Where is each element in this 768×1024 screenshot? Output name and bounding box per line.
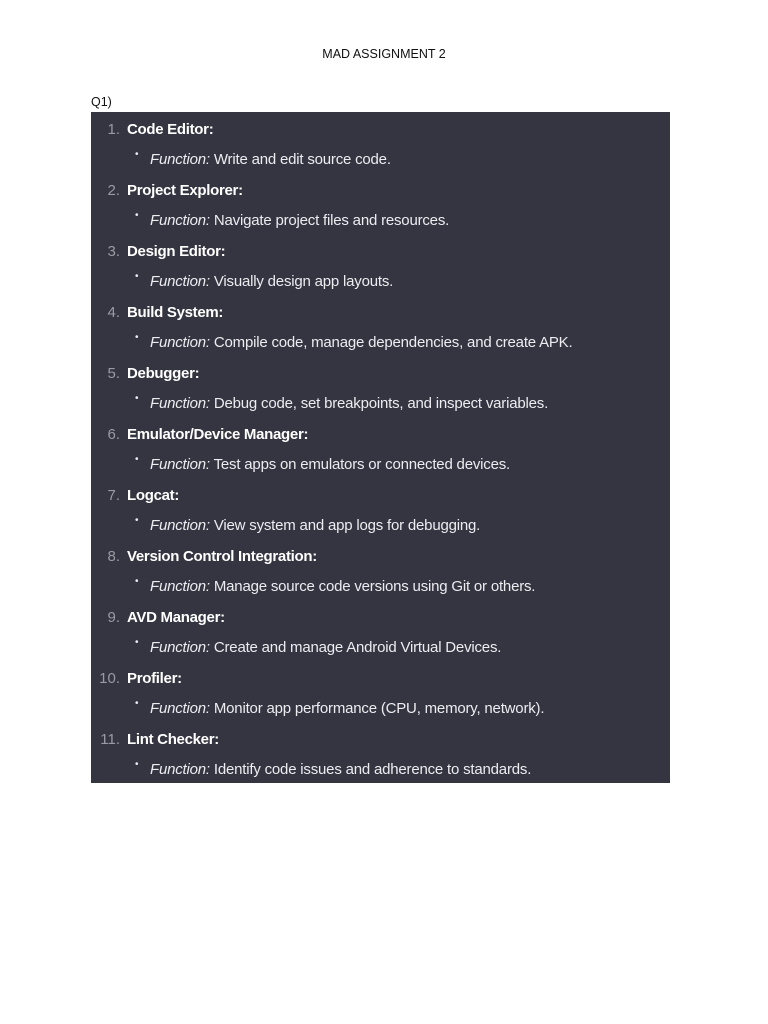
item-function	[150, 639, 501, 656]
item-function	[150, 334, 572, 351]
function-label: Function:	[150, 212, 210, 229]
item-function	[150, 456, 510, 473]
bullet-icon: •	[135, 454, 139, 465]
item-description: Test apps on emulators or connected devices.	[213, 456, 510, 473]
function-label: Function:	[150, 151, 210, 168]
item-title: Code Editor:	[127, 121, 214, 138]
item-number: 4.	[107, 304, 120, 321]
item-description: Monitor app performance (CPU, memory, network).	[213, 700, 545, 717]
function-label: Function:	[150, 456, 210, 473]
item-number: 3.	[107, 243, 120, 260]
item-description: Compile code, manage dependencies, and create APK.	[213, 334, 573, 351]
item-description: View system and app logs for debugging.	[213, 517, 481, 534]
function-label: Function:	[150, 273, 210, 290]
bullet-icon: •	[135, 637, 139, 648]
item-number: 1.	[107, 121, 120, 138]
bullet-icon: •	[135, 759, 139, 770]
document-title: MAD ASSIGNMENT 2	[322, 47, 446, 61]
item-description: Debug code, set breakpoints, and inspect variables.	[213, 395, 549, 412]
item-title: Lint Checker:	[127, 731, 219, 748]
item-number: 9.	[107, 609, 120, 626]
bullet-icon: •	[135, 332, 139, 343]
item-description: Identify code issues and adherence to standards.	[213, 761, 532, 778]
item-description: Navigate project files and resources.	[213, 212, 450, 229]
item-description: Create and manage Android Virtual Devices.	[213, 639, 502, 656]
item-function	[150, 395, 548, 412]
item-number: 8.	[107, 548, 120, 565]
function-label: Function:	[150, 395, 210, 412]
question-label: Q1)	[91, 95, 112, 109]
item-function	[150, 151, 391, 168]
item-function	[150, 700, 544, 717]
function-label: Function:	[150, 639, 210, 656]
bullet-icon: •	[135, 271, 139, 282]
item-title: Design Editor:	[127, 243, 226, 260]
item-number: 7.	[107, 487, 120, 504]
item-title: Debugger:	[127, 365, 200, 382]
function-label: Function:	[150, 517, 210, 534]
item-number: 2.	[107, 182, 120, 199]
answer-panel	[91, 112, 670, 783]
item-title: Project Explorer:	[127, 182, 243, 199]
item-title: Emulator/Device Manager:	[127, 426, 309, 443]
function-label: Function:	[150, 578, 210, 595]
item-description: Visually design app layouts.	[213, 273, 394, 290]
item-number: 6.	[107, 426, 120, 443]
function-label: Function:	[150, 334, 210, 351]
function-label: Function:	[150, 761, 210, 778]
item-title: Version Control Integration:	[127, 548, 317, 565]
item-title: AVD Manager:	[127, 609, 225, 626]
bullet-icon: •	[135, 210, 139, 221]
item-number: 5.	[107, 365, 120, 382]
item-title: Logcat:	[127, 487, 180, 504]
bullet-icon: •	[135, 698, 139, 709]
item-number: 11.	[100, 731, 120, 748]
bullet-icon: •	[135, 515, 139, 526]
function-label: Function:	[150, 700, 210, 717]
bullet-icon: •	[135, 576, 139, 587]
item-description: Manage source code versions using Git or others.	[213, 578, 536, 595]
item-function	[150, 578, 535, 595]
bullet-icon: •	[135, 393, 139, 404]
item-function	[150, 517, 480, 534]
item-title: Build System:	[127, 304, 224, 321]
item-title: Profiler:	[127, 670, 182, 687]
item-description: Write and edit source code.	[213, 151, 391, 168]
item-function	[150, 212, 449, 229]
bullet-icon: •	[135, 149, 139, 160]
item-function	[150, 761, 531, 778]
item-number: 10.	[99, 670, 120, 687]
item-function	[150, 273, 393, 290]
